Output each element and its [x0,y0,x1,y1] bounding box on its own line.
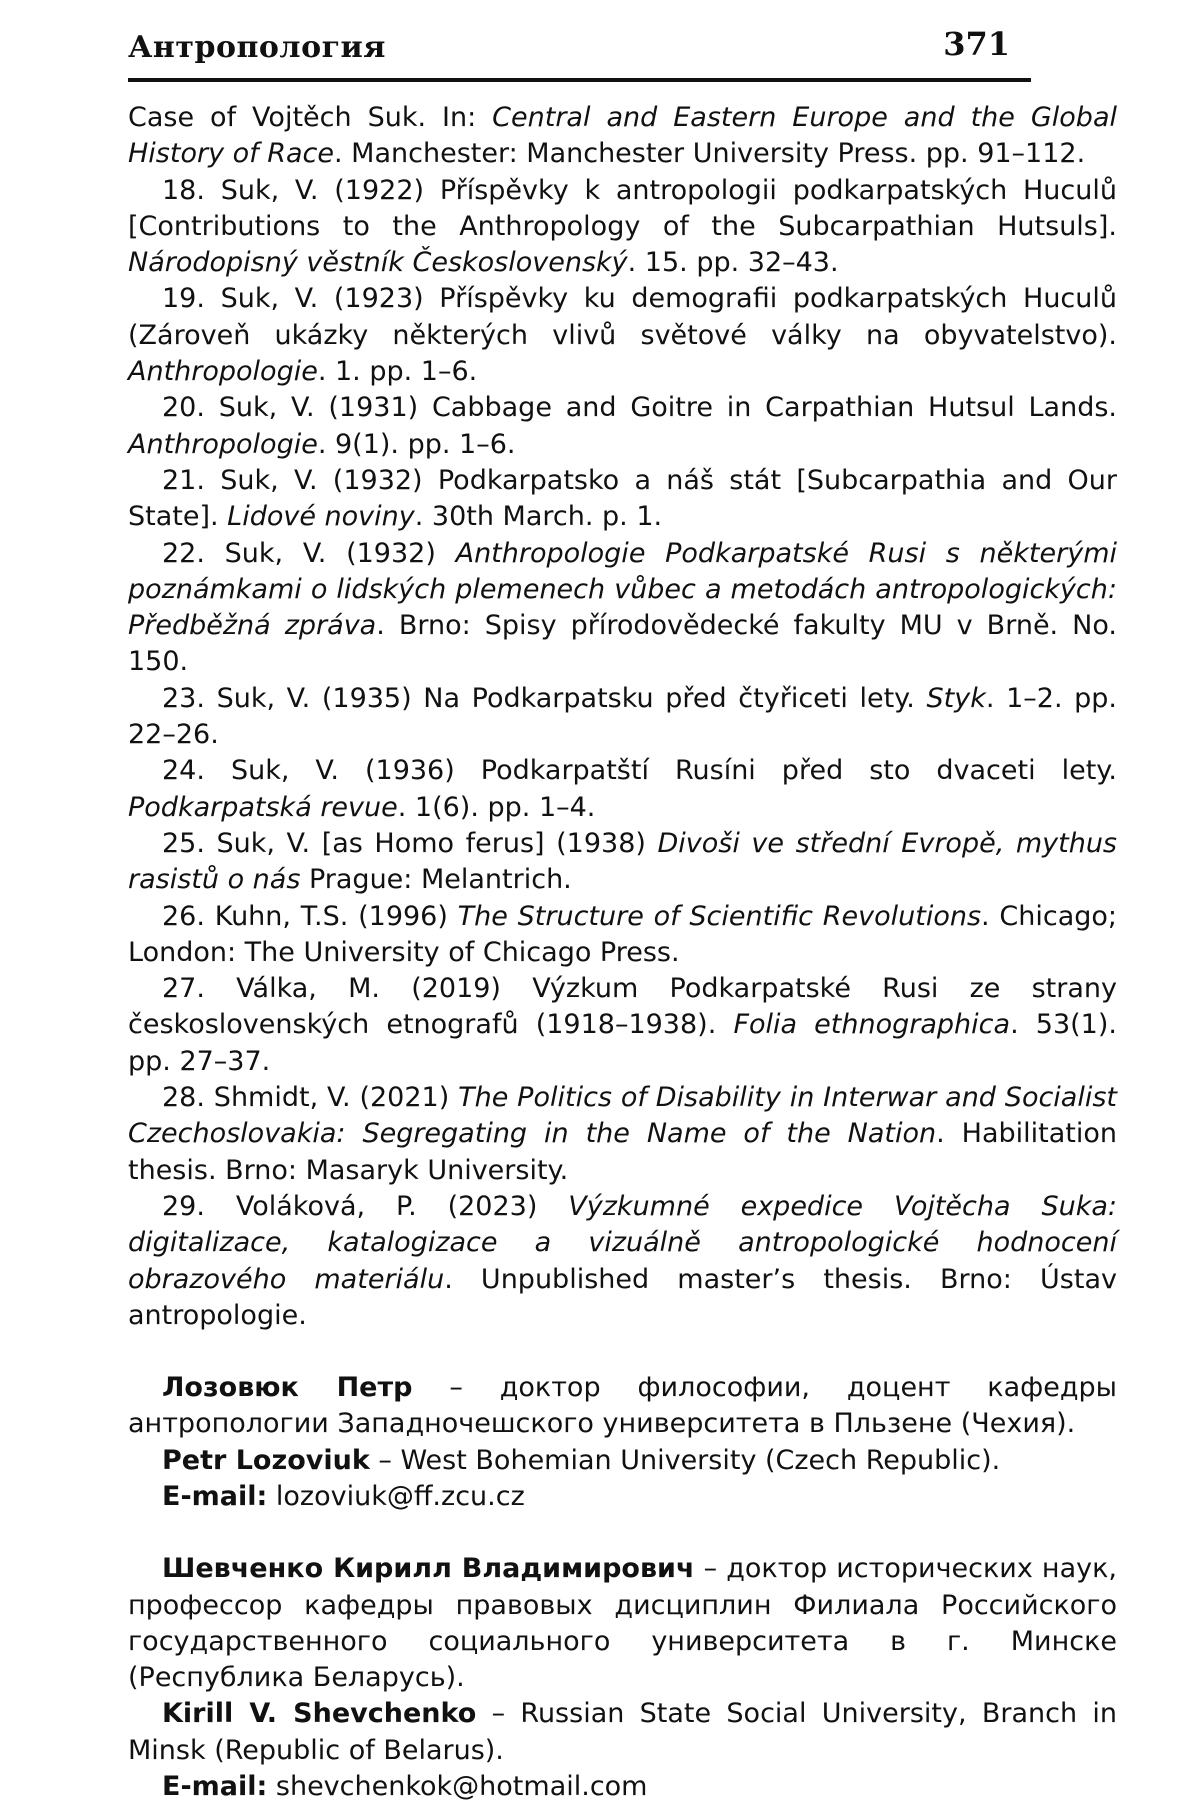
author-bio-ru: Шевченко Кирилл Владимирович – доктор исторических наук, профессор кафедры правовых дисциплин Филиала Российского государственного социального университета в г. Минске (Республика Беларусь). [128,1553,1117,1694]
author-bio-en: Kirill V. Shevchenko – Russian State Social University, Branch in Minsk (Republic of Belarus). [128,1698,1117,1766]
reference-26: 26. Kuhn, T.S. (1996) The Structure of Scientific Revolutions. Chicago; London: The University of Chicago Press. [128,900,1117,968]
author-bio-ru: Лозовюк Петр – доктор философии, доцент кафедры антропологии Западночешского университета в Пльзене (Чехия). [128,1372,1117,1440]
page-header [128,26,1031,82]
reference-25: 25. Suk, V. [as Homo ferus] (1938) Divoši ve střední Evropě, mythus rasistů o nás Prague: Melantrich. [128,827,1118,896]
author-email: E-mail: shevchenkok@hotmail.com [162,1771,648,1803]
spacer [128,1515,1117,1551]
reference-22: 22. Suk, V. (1932) Anthropologie Podkarpatské Rusi s některými poznámkami o lidských plemenech vůbec a metodách antropologických: Předběžná zpráva. Brno: Spisy přírodovědecké fakulty MU v Brně. No. 150. [128,537,1117,678]
reference-23: 23. Suk, V. (1935) Na Podkarpatsku před čtyřiceti lety. Styk. 1–2. pp. 22–26. [128,682,1118,751]
author-info-shevchenko [128,1551,1117,1805]
email-link[interactable]: shevchenkok@hotmail.com [267,1771,648,1803]
running-title: Антропология [128,30,386,65]
reference-20: 20. Suk, V. (1931) Cabbage and Goitre in Carpathian Hutsul Lands. Anthropologie. 9(1). pp. 1–6. [128,392,1117,460]
reference-27: 27. Válka, M. (2019) Výzkum Podkarpatské Rusi ze strany československých etnografů (1918–1938). Folia ethnographica. 53(1). pp. 27–37. [128,973,1117,1077]
references-list [128,100,1117,1805]
spacer [128,1334,1117,1370]
author-info-lozoviuk [128,1370,1117,1515]
reference-28: 28. Shmidt, V. (2021) The Politics of Disability in Interwar and Socialist Czechoslovakia: Segregating in the Name of the Nation. Habilitation thesis. Brno: Masaryk University. [128,1082,1118,1186]
reference-19: 19. Suk, V. (1923) Příspěvky ku demografii podkarpatských Huculů (Zároveň ukázky některých vlivů světové války na obyvatelstvo). Anthropologie. 1. pp. 1–6. [128,283,1117,388]
reference-18: 18. Suk, V. (1922) Příspěvky k antropologii podkarpatských Huculů [Contributions to the Anthropology of the Subcarpathian Hutsuls]. Národopisný věstník Československý. 15. pp. 32–43. [128,174,1117,279]
page-number: 371 [943,25,1010,63]
reference-continued: Case of Vojtěch Suk. In: Central and Eastern Europe and the Global History of Race. Manchester: Manchester University Press. pp. 91–112. [128,102,1117,170]
author-email: E-mail: lozoviuk@ff.zcu.cz [162,1480,525,1512]
author-bio-en: Petr Lozoviuk – West Bohemian University (Czech Republic). [162,1444,1001,1476]
reference-29: 29. Voláková, P. (2023) Výzkumné expedice Vojtěcha Suka: digitalizace, katalogizace a vizuálně antropologické hodnocení obrazového materiálu. Unpublished master’s thesis. Brno: Ústav antropologie. [128,1190,1117,1331]
email-link[interactable]: lozoviuk@ff.zcu.cz [267,1480,525,1512]
reference-21: 21. Suk, V. (1932) Podkarpatsko a náš stát [Subcarpathia and Our State]. Lidové noviny. 30th March. p. 1. [128,464,1117,533]
reference-24: 24. Suk, V. (1936) Podkarpatští Rusíni před sto dvaceti lety. Podkarpatská revue. 1(6). pp. 1–4. [128,755,1117,823]
